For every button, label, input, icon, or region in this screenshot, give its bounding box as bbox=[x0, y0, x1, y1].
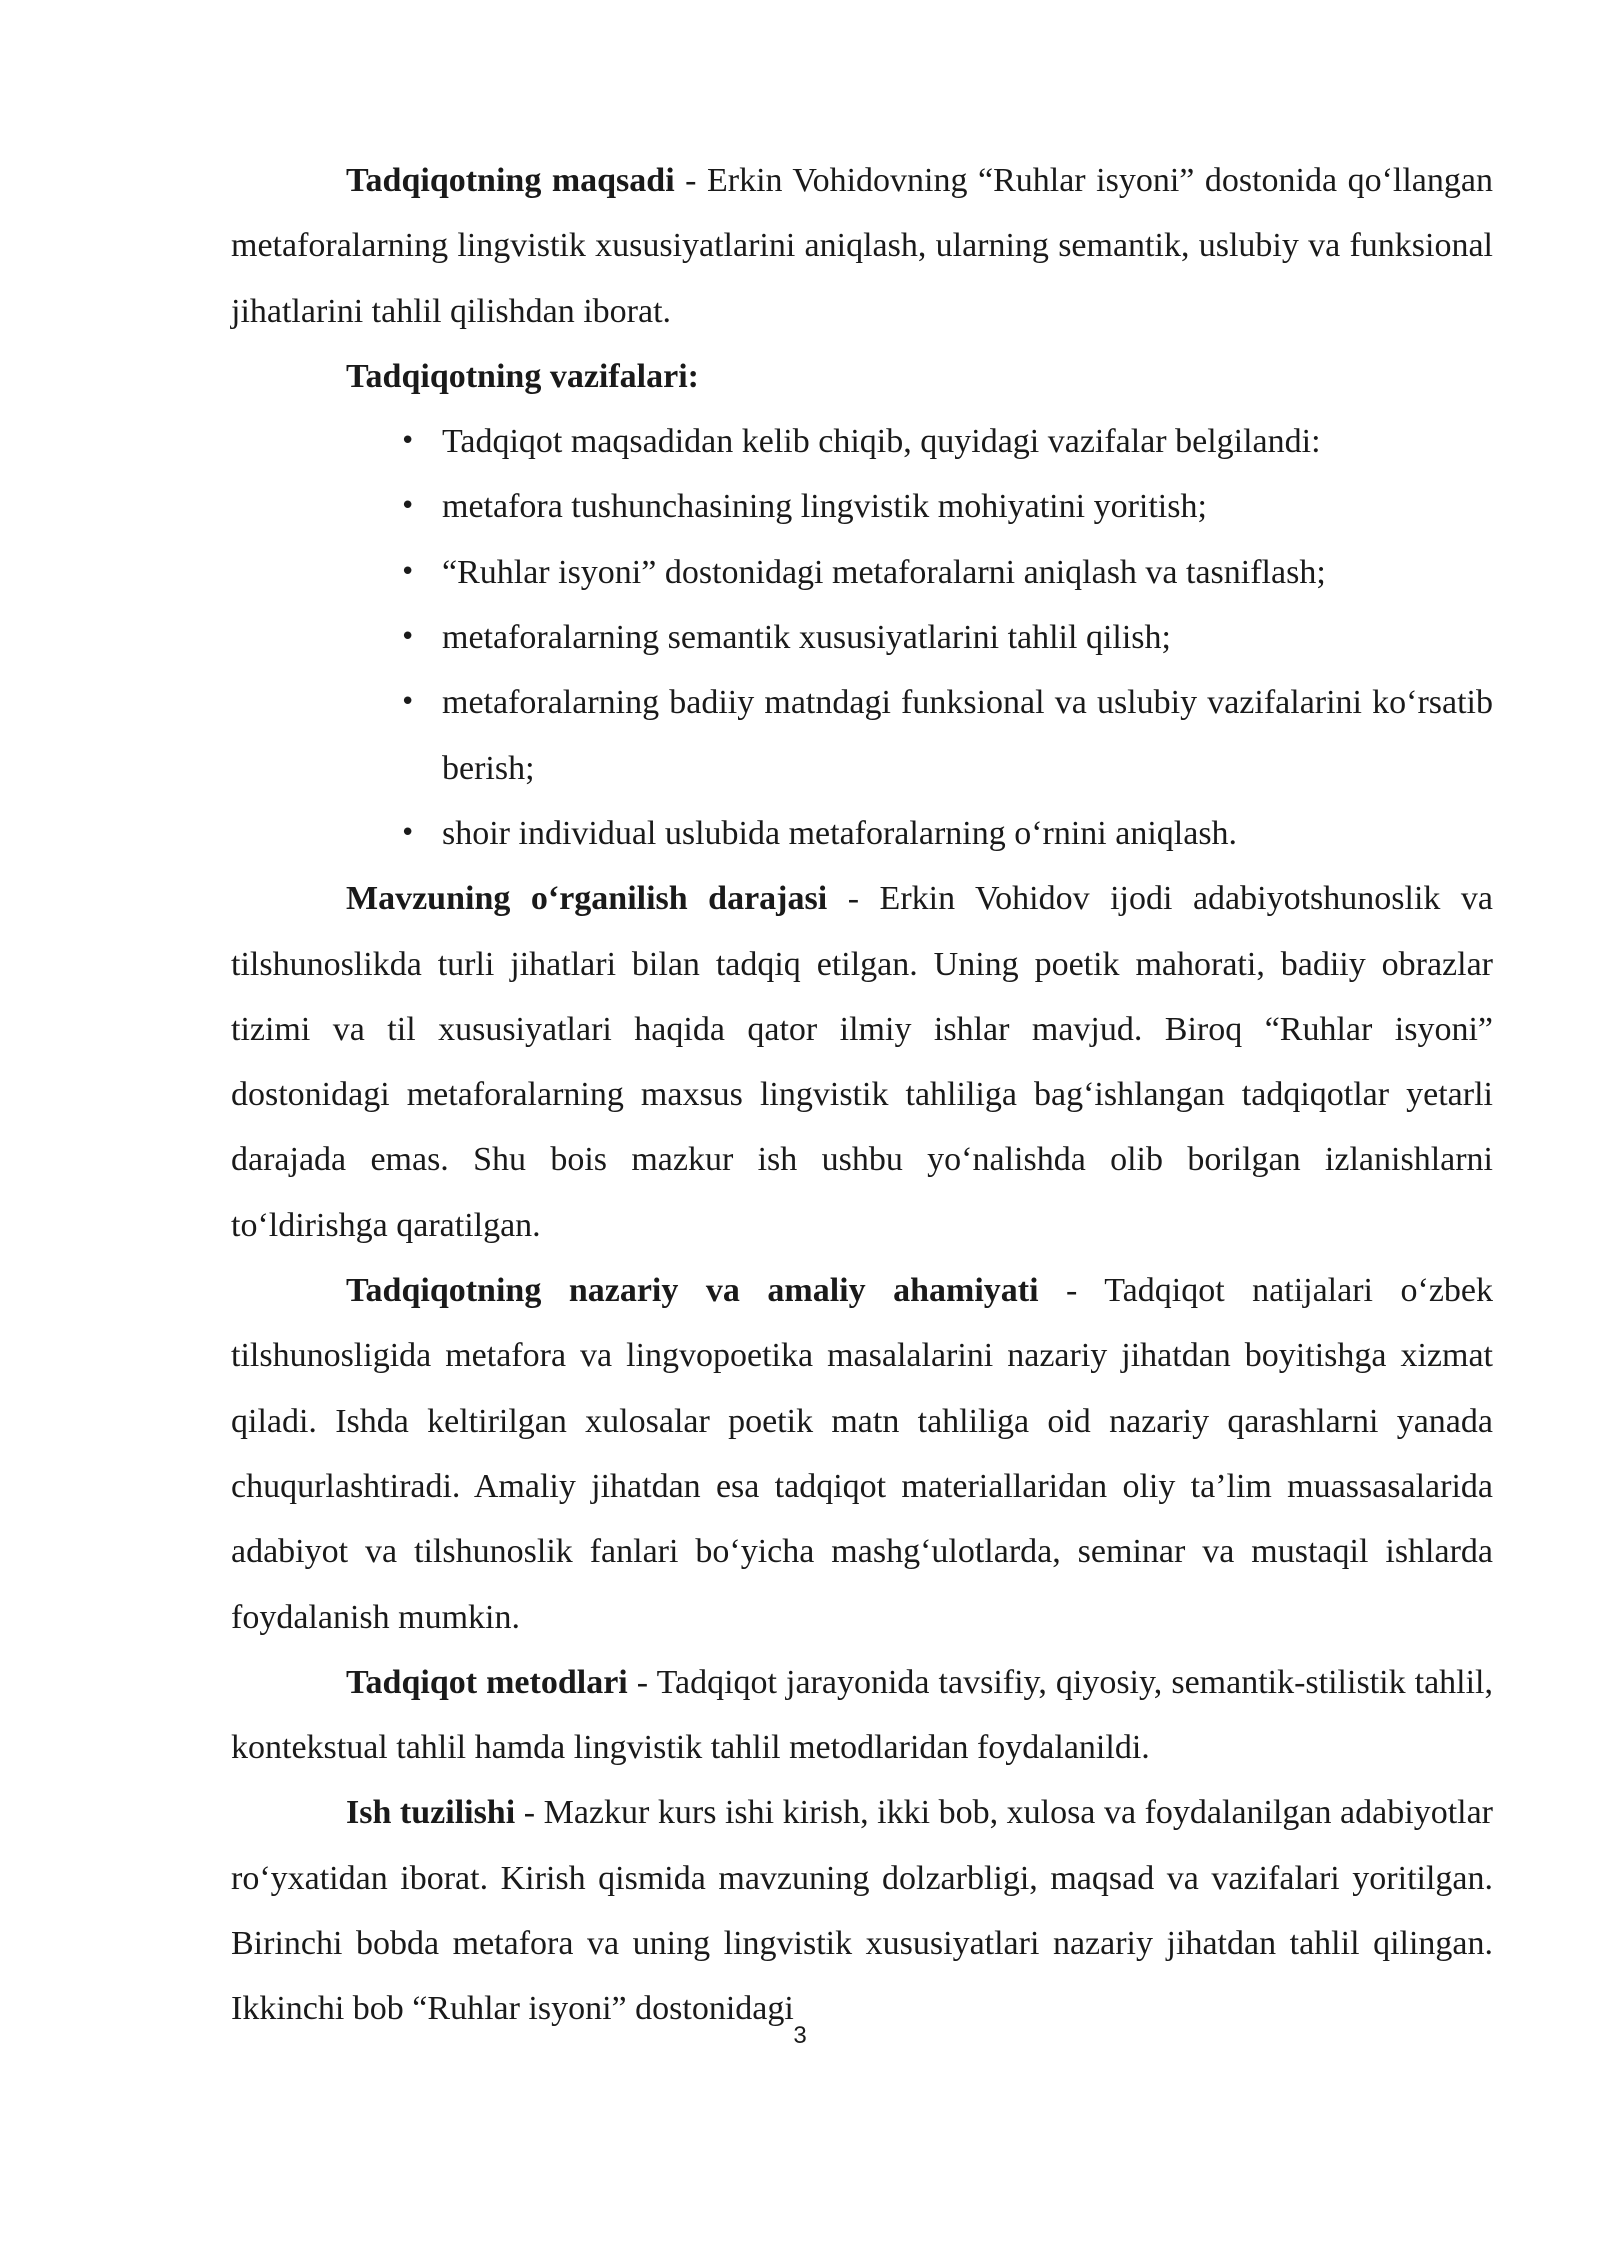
methods-separator: - bbox=[627, 1663, 657, 1701]
page-number: 3 bbox=[793, 2022, 807, 2049]
bullet-icon: • bbox=[400, 687, 416, 718]
methods-paragraph bbox=[231, 1650, 1493, 1781]
bullet-icon: • bbox=[400, 491, 416, 522]
list-item-text: metafora tushunchasining lingvistik mohiyatini yoritish; bbox=[442, 488, 1207, 526]
list-item-text: shoir individual uslubida metaforalarning o‘rnini aniqlash. bbox=[442, 814, 1238, 852]
list-item-text: metaforalarning badiiy matndagi funksional va uslubiy vazifalarini ko‘rsatib berish; bbox=[442, 684, 1493, 787]
list-item-text: metaforalarning semantik xususiyatlarini tahlil qilish; bbox=[442, 619, 1171, 657]
study-degree-text: Erkin Vohidov ijodi adabiyotshunoslik va tilshunoslikda turli jihatlari bilan tadqiq etilgan. Uning poetik mahorati, badiiy obrazlar tizimi va til xususiyatlari haqida qator ilmiy ishlar mavjud. Biroq “Ruhlar isyoni” dostonidagi metaforalarning maxsus lingvistik tahliliga bag‘ishlangan tadqiqotlar yetarli darajada emas. Shu bois mazkur ish ushbu yo‘nalishda olib borilgan izlanishlarni to‘ldirishga qaratilgan. bbox=[231, 880, 1493, 1244]
significance-paragraph bbox=[231, 1258, 1493, 1650]
methods-heading: Tadqiqot metodlari bbox=[346, 1663, 628, 1701]
goal-separator: - bbox=[674, 162, 707, 199]
study-degree-separator: - bbox=[827, 880, 880, 918]
list-item-text: “Ruhlar isyoni” dostonidagi metaforalarni aniqlash va tasniflash; bbox=[442, 553, 1326, 591]
list-item bbox=[400, 540, 1493, 605]
structure-text: Mazkur kurs ishi kirish, ikki bob, xulosa va foydalanilgan adabiyotlar ro‘yxatidan iborat. Kirish qismida mavzuning dolzarbligi, maqsad va vazifalari yoritilgan. Birinchi bobda metafora va uning lingvistik xususiyatlari nazariy jihatdan tahlil qilingan. Ikkinchi bob “Ruhlar isyoni” dostonidagi bbox=[231, 1794, 1493, 2028]
list-item bbox=[400, 605, 1493, 670]
bullet-icon: • bbox=[400, 622, 416, 653]
study-degree-heading: Mavzuning o‘rganilish darajasi bbox=[346, 880, 828, 918]
study-degree-paragraph bbox=[231, 866, 1493, 1258]
bullet-icon: • bbox=[400, 426, 416, 457]
tasks-heading: Tadqiqotning vazifalari: bbox=[346, 357, 699, 395]
list-item bbox=[400, 801, 1493, 866]
list-item bbox=[400, 474, 1493, 539]
list-item-text: Tadqiqot maqsadidan kelib chiqib, quyidagi vazifalar belgilandi: bbox=[442, 423, 1321, 461]
methods-text: Tadqiqot jarayonida tavsifiy, qiyosiy, semantik-stilistik tahlil, kontekstual tahlil hamda lingvistik tahlil metodlaridan foydalanildi. bbox=[231, 1663, 1493, 1767]
list-item bbox=[400, 670, 1493, 801]
body-text bbox=[231, 148, 1493, 2042]
structure-paragraph bbox=[231, 1780, 1493, 2041]
goal-heading: Tadqiqotning maqsadi bbox=[346, 162, 675, 199]
goal-paragraph bbox=[231, 148, 1493, 344]
structure-heading: Ish tuzilishi bbox=[346, 1794, 516, 1832]
significance-text: Tadqiqot natijalari o‘zbek tilshunosligida metafora va lingvopoetika masalalarini nazariy jihatdan boyitishga xizmat qiladi. Ishda keltirilgan xulosalar poetik matn tahliliga oid nazariy qarashlarni yanada chuqurlashtiradi. Amaliy jihatdan esa tadqiqot materiallaridan oliy ta’lim muassasalarida adabiyot va tilshunoslik fanlari bo‘yicha mashg‘ulotlarda, seminar va mustaqil ishlarda foydalanish mumkin. bbox=[231, 1272, 1494, 1636]
structure-separator: - bbox=[515, 1794, 544, 1832]
tasks-list bbox=[231, 409, 1493, 866]
list-item bbox=[400, 409, 1493, 474]
tasks-heading-paragraph bbox=[231, 344, 1493, 409]
goal-text: Erkin Vohidovning “Ruhlar isyoni” dostonida qo‘llangan metaforalarning lingvistik xususiyatlarini aniqlash, ularning semantik, uslubiy va funksional jihatlarini tahlil qilishdan iborat. bbox=[231, 162, 1493, 330]
significance-separator: - bbox=[1038, 1272, 1105, 1310]
bullet-icon: • bbox=[400, 817, 416, 848]
significance-heading: Tadqiqotning nazariy va amaliy ahamiyati bbox=[346, 1272, 1039, 1310]
bullet-icon: • bbox=[400, 556, 416, 587]
